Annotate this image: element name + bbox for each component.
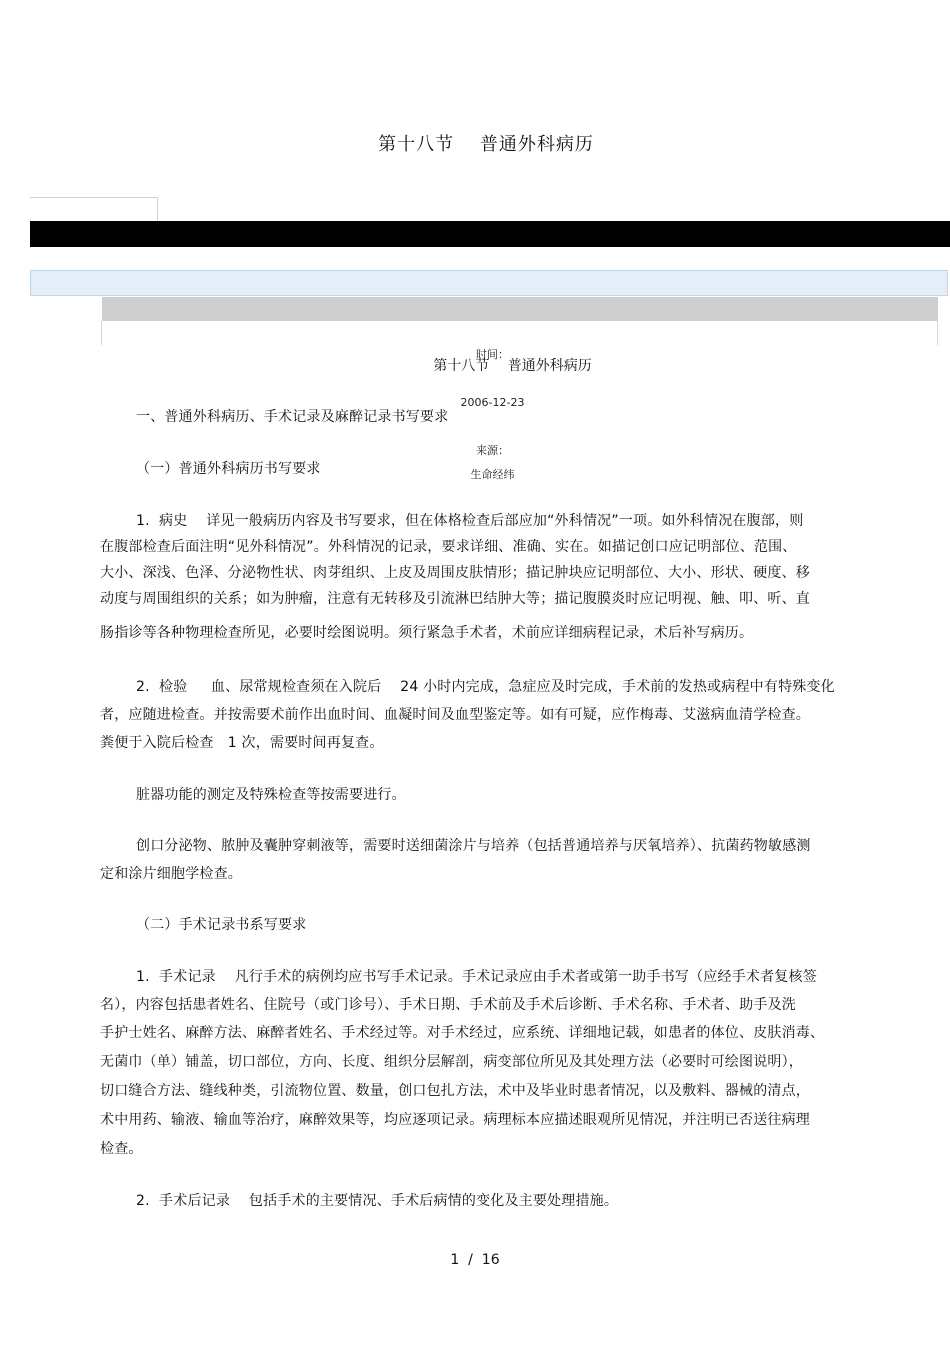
frame-right-border — [937, 321, 938, 345]
paragraph-line: 术中用药、输液、输血等治疗，麻醉效果等，均应逐项记录。病理标本应描述眼观所见情况，并注明已否送往病理 — [100, 1112, 810, 1128]
paragraph-line: 1. 手术记录 凡行手术的病例均应书写手术记录。手术记录应由手术者或第一助手书写（应经手术者复核签 — [136, 969, 817, 985]
paragraph-line: 手护士姓名、麻醉方法、麻醉者姓名、手术经过等。对手术经过，应系统、详细地记载，如患者的体位、皮肤消毒、 — [100, 1025, 825, 1041]
paragraph-line: 检查。 — [100, 1141, 143, 1157]
top-tab-outline — [30, 197, 158, 221]
subsection-heading: （一）普通外科病历书写要求 — [136, 461, 321, 477]
paragraph-line: 肠指诊等各种物理检查所见，必要时绘图说明。须行紧急手术者，术前应详细病程记录，术后补写病历。 — [100, 625, 754, 641]
time-label: 时间： — [476, 348, 509, 361]
source-value: 生命经纬 — [470, 468, 515, 481]
paragraph-line: 动度与周围组织的关系；如为肿瘤，注意有无转移及引流淋巴结肿大等；描记腹膜炎时应记明视、触、叩、听、直 — [100, 591, 810, 607]
paragraph-line: 创口分泌物、脓肿及囊肿穿刺液等，需要时送细菌涂片与培养（包括普通培养与厌氧培养）、抗菌药物敏感测 — [136, 838, 811, 854]
paragraph-line: 脏器功能的测定及特殊检查等按需要进行。 — [136, 787, 406, 803]
paragraph-line: 切口缝合方法、缝线种类，引流物位置、数量，创口包扎方法，术中及毕业时患者情况，以及敷料、器械的清点， — [100, 1083, 810, 1099]
paragraph-line: 粪便于入院后检查 1 次，需要时间再复查。 — [100, 735, 384, 751]
paragraph-line: 在腹部检查后面注明“见外科情况”。外科情况的记录，要求详细、准确、实在。如描记创口应记明部位、范围、 — [100, 539, 797, 555]
paragraph-line: 2. 手术后记录 包括手术的主要情况、手术后病情的变化及主要处理措施。 — [136, 1193, 619, 1209]
paragraph-line: 2. 检验 血、尿常规检查须在入院后 24 小时内完成，急症应及时完成，手术前的发热或病程中有特殊变化 — [136, 679, 835, 695]
paragraph-line: 者，应随进检查。并按需要术前作出血时间、血凝时间及血型鉴定等。如有可疑，应作梅毒、艾滋病血清学检查。 — [100, 707, 810, 723]
frame-left-border — [101, 321, 102, 345]
paragraph-line: 无菌巾（单）铺盖，切口部位，方向、长度、组织分层解剖，病变部位所见及其处理方法（必要时可绘图说明）， — [100, 1054, 803, 1070]
time-value: 2006-12-23 — [460, 396, 525, 409]
paragraph-line: 1. 病史 详见一般病历内容及书写要求，但在体格检查后部应加“外科情况”一项。如外科情况在腹部，则 — [136, 513, 804, 529]
paragraph-line: 大小、深浅、色泽、分泌物性状、肉芽组织、上皮及周围皮肤情形；描记肿块应记明部位、大小、形状、硬度、移 — [100, 565, 810, 581]
section-heading: 一、普通外科病历、手术记录及麻醉记录书写要求 — [136, 409, 449, 425]
page-title: 第十八节 普通外科病历 — [378, 134, 594, 155]
page-number: 1 / 16 — [450, 1252, 500, 1268]
subsection-heading: （二）手术记录书系写要求 — [136, 917, 307, 933]
black-banner — [30, 221, 950, 247]
article-title: 第十八节 普通外科病历 — [433, 358, 592, 374]
gray-bar — [102, 297, 938, 321]
source-label: 来源： — [476, 444, 509, 457]
paragraph-line: 名），内容包括患者姓名、住院号（或门诊号）、手术日期、手术前及手术后诊断、手术名称、手术者、助手及洗 — [100, 997, 796, 1013]
paragraph-line: 定和涂片细胞学检查。 — [100, 866, 242, 882]
